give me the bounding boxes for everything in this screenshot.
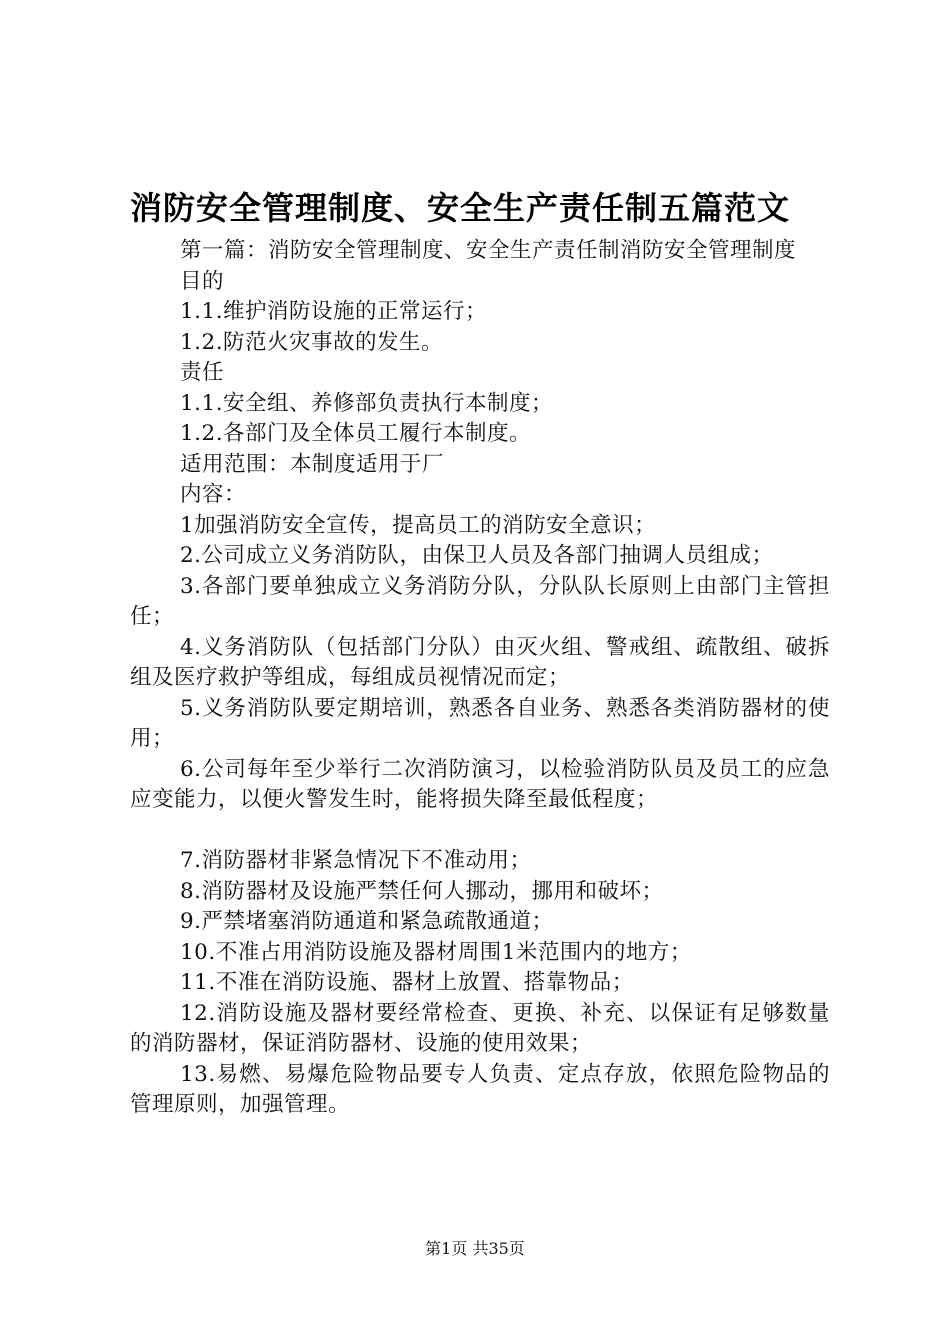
paragraph: 8.消防器材及设施严禁任何人挪动，挪用和破坏； [180,878,664,904]
paragraph: 内容： [180,482,247,507]
paragraph: 1.1.安全组、养修部负责执行本制度； [180,390,554,416]
page-number: 第1页 共35页 [425,1239,525,1258]
document-body [130,236,830,1121]
paragraph: 5.义务消防队要定期培训，熟悉各自业务、熟悉各类消防器材的使用； [130,695,830,751]
paragraph: 目的 [180,268,225,294]
paragraph: 2.公司成立义务消防队，由保卫人员及各部门抽调人员组成； [180,543,774,568]
paragraph: 1加强消防安全宣传，提高员工的消防安全意识； [180,512,657,538]
paragraph: 12.消防设施及器材要经常检查、更换、补充、以保证有足够数量的消防器材，保证消防器材、设施的使用效果； [130,1000,830,1056]
document-title: 消防安全管理制度、安全生产责任制五篇范文 [130,189,791,227]
paragraph: 9.严禁堵塞消防通道和紧急疏散通道； [180,909,554,934]
paragraph-spacer [130,816,830,847]
paragraph: 13.易燃、易爆危险物品要专人负责、定点存放，依照危险物品的管理原则，加强管理。 [130,1061,830,1117]
paragraph: 7.消防器材非紧急情况下不准动用； [180,848,532,873]
paragraph: 6.公司每年至少举行二次消防演习，以检验消防队员及员工的应急应变能力，以便火警发生时，能将损失降至最低程度； [130,756,830,812]
paragraph: 4.义务消防队（包括部门分队）由灭火组、警戒组、疏散组、破拆组及医疗救护等组成，每组成员视情况而定； [130,634,830,690]
paragraph: 3.各部门要单独成立义务消防分队，分队队长原则上由部门主管担任； [130,573,830,629]
paragraph: 1.1.维护消防设施的正常运行； [180,299,488,324]
paragraph: 1.2.防范火灾事故的发生。 [180,329,444,355]
paragraph: 11.不准在消防设施、器材上放置、搭靠物品； [180,970,634,995]
paragraph: 适用范围：本制度适用于厂 [180,451,445,477]
paragraph: 1.2.各部门及全体员工履行本制度。 [180,421,532,446]
paragraph: 10.不准占用消防设施及器材周围1米范围内的地方； [180,939,692,965]
paragraph: 责任 [180,360,225,385]
paragraph: 第一篇：消防安全管理制度、安全生产责任制消防安全管理制度 [180,238,797,263]
